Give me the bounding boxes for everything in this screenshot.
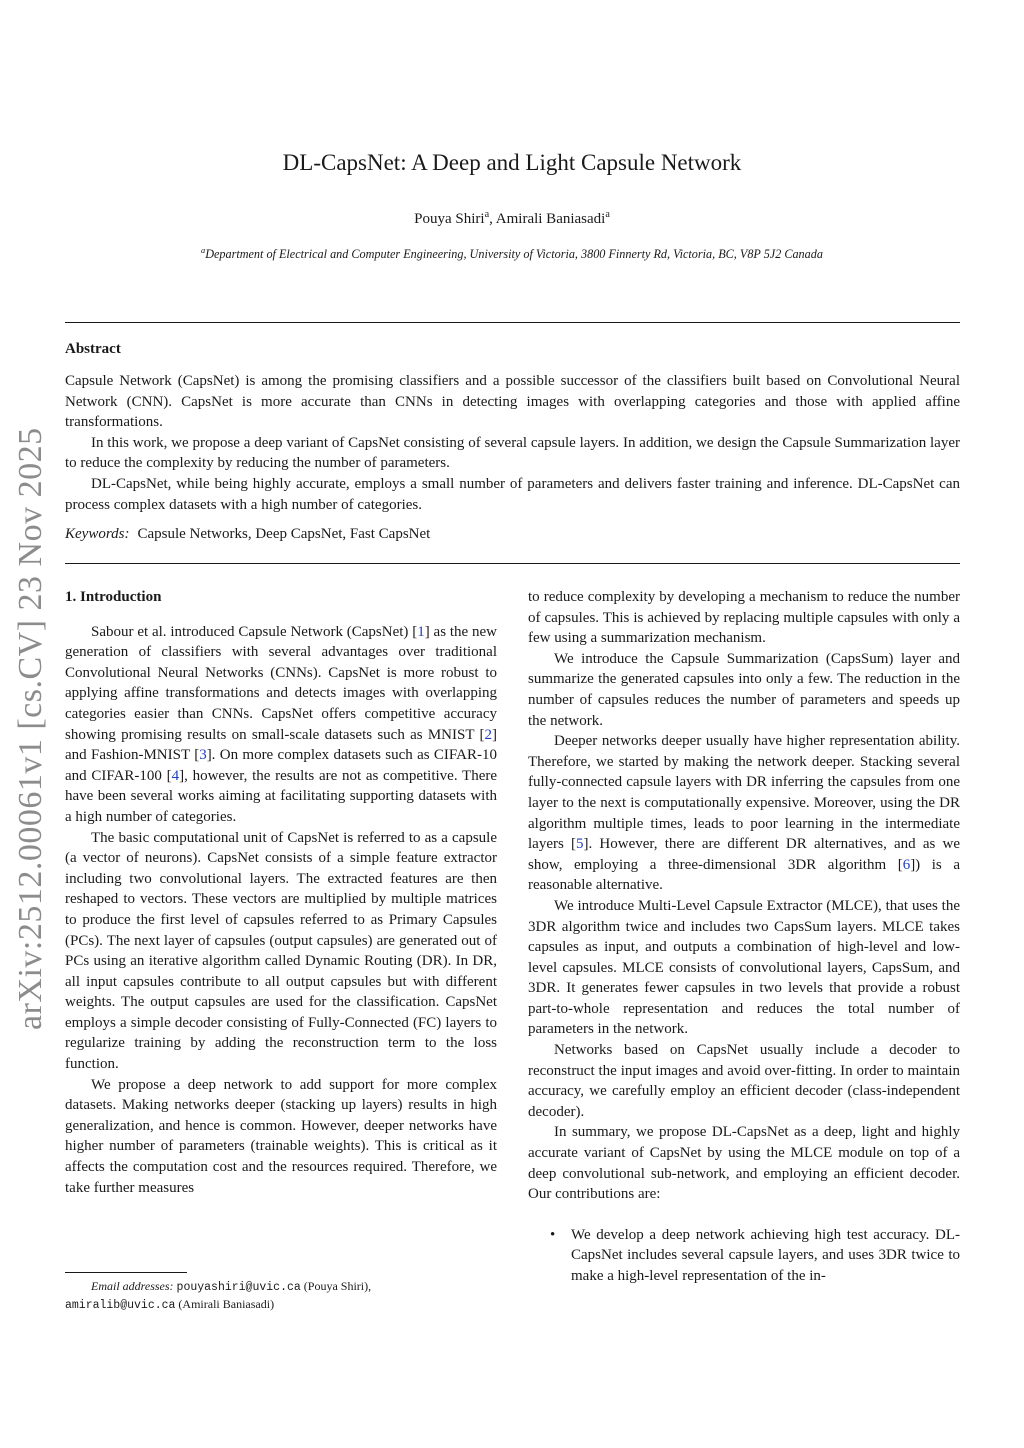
author-list xyxy=(0,209,1024,228)
citation-link[interactable]: 6 xyxy=(902,856,911,873)
intro-paragraph-3: We propose a deep network to add support for more complex datasets. Making networks deeper (stacking up layers) results in high generalization, and hence is common. However, deeper networks have higher number of parameters (trainable weights). This is critical as it affects the computation cost and the resources required. Therefore, we take further measures xyxy=(65,1076,497,1196)
citation-link[interactable]: 4 xyxy=(171,767,180,784)
abstract-bottom-rule xyxy=(65,563,960,564)
citation-link[interactable]: 5 xyxy=(576,836,584,853)
abstract-paragraph: Capsule Network (CapsNet) is among the promising classifiers and a possible successor of the classifiers built based on Convolutional Neural Network (CNN). CapsNet is more accurate than CNNs in detecting images with overlapping categories and those with applied affine transformations. xyxy=(65,373,960,431)
affiliation-text: Department of Electrical and Computer Engineering, University of Victoria, 3800 Finnerty Rd, Victoria, BC, V8P 5J2 Canada xyxy=(205,247,823,262)
affiliation-mark: a xyxy=(201,246,206,255)
top-rule xyxy=(65,322,960,323)
footnote-label: Email addresses: xyxy=(91,1279,174,1293)
author-name: Pouya Shiri xyxy=(414,211,485,227)
affiliation xyxy=(0,246,1024,262)
author-affil-mark: a xyxy=(484,209,490,220)
intro-paragraph-1: Sabour et al. introduced Capsule Network (CapsNet) [1] as the new generation of classifiers with several advantages over traditional Convolutional Neural Networks (CNNs). CapsNet is more robust to applying affine transformations and detects images with overlapping categories easier than CNNs. CapsNet offers competitive accuracy showing promising results on small-scale datasets such as MNIST [2] and Fashion-MNIST [3]. On more complex datasets such as CIFAR-10 and CIFAR-100 [4], however, the results are not as competitive. There have been several works aiming at facilitating supporting datasets with a high number of categories. xyxy=(65,623,497,825)
arxiv-sidebar-stamp: arXiv:2512.00061v1 [cs.CV] 23 Nov 2025 xyxy=(12,427,49,1030)
section-heading-introduction: 1. Introduction xyxy=(65,589,162,605)
citation-link[interactable]: 2 xyxy=(484,726,492,743)
intro-paragraph-8: In summary, we propose DL-CapsNet as a deep, light and highly accurate variant of CapsNet by using the MLCE module on top of a deep convolutional sub-network, and employing an efficient decoder. Our contributions are: xyxy=(528,1124,960,1203)
paper-title: DL-CapsNet: A Deep and Light Capsule Network xyxy=(282,150,742,175)
intro-paragraph-3-cont: to reduce complexity by developing a mechanism to reduce the number of capsules. This is achieved by replacing multiple capsules with only a few using a summarization mechanism. xyxy=(528,589,960,647)
abstract-paragraph: In this work, we propose a deep variant of CapsNet consisting of several capsule layers. In addition, we design the Capsule Summarization layer to reduce the complexity by reducing the number of parameters. xyxy=(65,434,960,472)
contributions-list xyxy=(528,1225,960,1287)
keywords-label: Keywords: xyxy=(65,526,130,542)
intro-paragraph-2: The basic computational unit of CapsNet is referred to as a capsule (a vector of neurons). CapsNet consists of a simple feature extractor including two convolutional layers. The extracted features are then reshaped to vectors. These vectors are multiplied by multiple matrices to produce the first level of capsules referred to as Primary Capsules (PCs). The next layer of capsules (output capsules) are generated out of PCs using an iterative algorithm called Dynamic Routing (DR). In DR, all input capsules contribute to all output capsules but with different weights. The output capsules are used for the classification. CapsNet employs a simple decoder consisting of Fully-Connected (FC) layers to regularize training by adding the reconstruction term to the loss function. xyxy=(65,829,497,1073)
intro-paragraph-5: Deeper networks deeper usually have higher representation ability. Therefore, we started by making the network deeper. Stacking several fully-connected capsule layers with DR inferring the capsules from one layer to the next is computationally expensive. Moreover, using the DR algorithm multiple times, leads to poor learning in the intermediate layers [5]. However, there are different DR alternatives, and as we show, employing a three-dimensional 3DR algorithm [6]) is a reasonable alternative. xyxy=(528,733,961,894)
keywords-text: Capsule Networks, Deep CapsNet, Fast CapsNet xyxy=(137,526,431,542)
citation-link[interactable]: 3 xyxy=(199,747,207,764)
abstract-body xyxy=(65,371,960,515)
abstract-paragraph: DL-CapsNet, while being highly accurate, employs a small number of parameters and delivers faster training and inference. DL-CapsNet can process complex datasets with a high number of categories. xyxy=(65,475,960,513)
author-separator: , xyxy=(489,211,496,227)
footnote-emails xyxy=(65,1278,505,1314)
right-column xyxy=(528,587,960,1287)
footnote-rule xyxy=(65,1272,187,1273)
list-item: • We develop a deep network achieving high test accuracy. DL-CapsNet includes several capsule layers, and uses 3DR twice to make a high-level representation of the in- xyxy=(550,1226,960,1284)
intro-paragraph-6: We introduce Multi-Level Capsule Extractor (MLCE), that uses the 3DR algorithm twice and includes two CapsSum layers. MLCE takes capsules as input, and outputs a combination of high-level and low-level capsules. MLCE consists of convolutional layers, CapsSum, and 3DR. It generates fewer capsules in two levels that provide a robust part-to-whole representation and reduces the total number of parameters in the network. xyxy=(528,897,960,1038)
email-link[interactable]: amiralib@uvic.ca xyxy=(65,1299,176,1312)
intro-paragraph-7: Networks based on CapsNet usually include a decoder to reconstruct the input images and avoid over-fitting. In order to maintain accuracy, we carefully employ an efficient decoder (class-independent decoder). xyxy=(528,1042,960,1120)
citation-link[interactable]: 1 xyxy=(417,623,425,640)
author-name: Amirali Baniasadi xyxy=(495,211,606,227)
bullet-icon: • xyxy=(550,1226,556,1243)
footnote-name: (Pouya Shiri), xyxy=(303,1279,372,1293)
left-column xyxy=(65,587,497,1198)
author-affil-mark: a xyxy=(605,209,610,220)
email-link[interactable]: pouyashiri@uvic.ca xyxy=(176,1281,301,1294)
intro-paragraph-4: We introduce the Capsule Summarization (CapsSum) layer and summarize the generated capsules into only a few. The reduction in the number of capsules reduces the number of parameters and speeds up the network. xyxy=(528,650,960,729)
abstract-heading: Abstract xyxy=(65,341,121,357)
keywords xyxy=(65,526,430,543)
footnote-name: (Amirali Baniasadi) xyxy=(178,1297,275,1311)
